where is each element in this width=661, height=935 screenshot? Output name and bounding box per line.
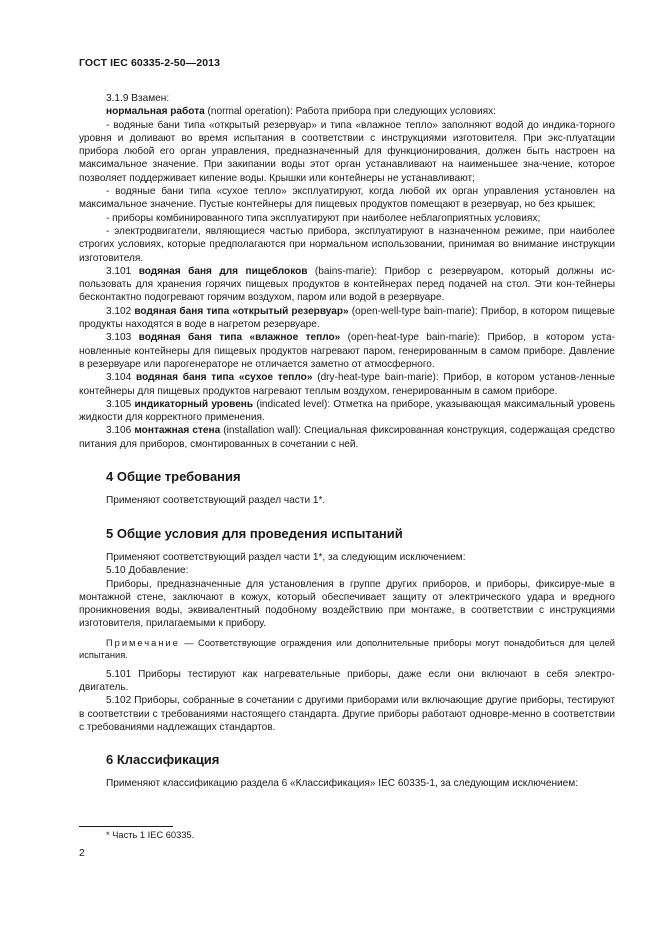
section-heading-5: 5 Общие условия для проведения испытаний xyxy=(106,525,403,541)
list-item: - водяные бани типа «сухое тепло» эксплуатируют, когда любой их орган управления установлен на максимальное значение. Пустые контейнеры для пищевых продуктов помещают в резервуар, но без крышек; xyxy=(79,186,615,211)
definition-text: (indicated level): Отметка на приборе, указывающая максимальный уровень жидкости для корректного применения. xyxy=(79,398,616,424)
definition-3-103 xyxy=(79,331,615,371)
clause-number: 3.105 xyxy=(106,398,135,410)
clause-5-10: 5.10 Добавление: xyxy=(106,565,189,577)
section-6-body: Применяют классификацию раздела 6 «Классификация» IEC 60335-1, за следующим исключением: xyxy=(106,778,579,790)
definition-3-104 xyxy=(79,371,615,398)
term: водяная баня типа «влажное тепло» xyxy=(138,332,341,344)
definition-3-105 xyxy=(79,398,615,425)
note xyxy=(79,637,615,662)
term: индикаторный уровень xyxy=(134,398,254,410)
term: водяная баня для пищеблоков xyxy=(138,265,308,277)
term: водяная баня типа «сухое тепло» xyxy=(136,372,313,384)
definition-3-106 xyxy=(79,424,615,451)
clause-5-102: 5.102 Приборы, собранные в сочетании с другими приборами или включающие другие приборы, тестируют в соответствии с требованиями настоящего стандарта. Другие приборы работают одновре-менно в соответствии с требованиями надлежащих стандартов. xyxy=(79,695,615,733)
footnote-divider xyxy=(79,826,173,827)
note-text: — Соответствующие ограждения или дополнительные приборы могут понадобиться для целей испытания. xyxy=(79,637,615,661)
page-number: 2 xyxy=(79,847,85,859)
section-4-body: Применяют соответствующий раздел части 1*. xyxy=(106,495,326,507)
clause-5-101: 5.101 Приборы тестируют как нагревательные приборы, даже если они включают в себя электро-двигатель. xyxy=(79,668,615,693)
definition-text: (dry-heat-type bain-marie): Прибор, в котором установ-ленные контейнеры для пищевых продуктов нагревают теплым воздухом, генерированным в самом приборе. xyxy=(79,372,615,397)
definition-normal-operation xyxy=(79,105,615,118)
clause-number: 3.101 xyxy=(106,265,139,277)
definition-3-102 xyxy=(79,305,615,332)
definition-text: (open-well-type bain-marie): Прибор, в котором пищевые продукты находятся в воде в нагретом резервуаре. xyxy=(79,305,615,331)
clause-number: 3.106 xyxy=(106,425,135,437)
section-5-intro: Применяют соответствующий раздел части 1*, за следующим исключением: xyxy=(106,551,466,563)
page-header: ГОСТ IEC 60335-2-50—2013 xyxy=(79,57,221,69)
clause-number: 3.104 xyxy=(106,372,136,384)
clause-5-10-body: Приборы, предназначенные для установления в группе других приборов, и приборы, фиксируе-мые в монтажной стене, заключают в кожух, который обеспечивает защиту от электрического удара и вредного проникновения воды, эквивалентный подобному воздействию при монтаже, в соответствии с инструкциями изготовителя, прилагаемыми к прибору. xyxy=(79,578,615,630)
clause-number: 3.103 xyxy=(106,332,139,344)
section-heading-6: 6 Классификация xyxy=(106,752,220,768)
definition-text: (bains-marie): Прибор с резервуаром, который должны ис-пользовать для хранения горячих пищевых продуктов в контейнерах перед подачей на стол. Эти кон-тейнеры бесконтактно подогревают горячим воздухом, паром или водой в резервуаре. xyxy=(79,265,615,304)
definition-text: (installation wall): Специальная фиксированная конструкция, содержащая средство питания для приборов, смонтированных в сочетании с ней. xyxy=(79,425,615,450)
document-body xyxy=(79,92,615,791)
list-item: - электродвигатели, являющиеся частью прибора, эксплуатируют в назначенном режиме, при наиболее строгих условиях, которые предполагаются при нормальном использовании, принимая во внимание инструкции изготовителя. xyxy=(79,225,615,264)
definition-text: (open-heat-type bain-marie): Прибор, в котором уста-новленные контейнеры для пищевых продуктов нагревают паром, генерированным в самом приборе. Давление в резервуаре или парогенераторе не отличается заметно от атмосферного. xyxy=(79,332,615,370)
footnote: * Часть 1 IEC 60335. xyxy=(106,830,195,840)
term: водяная баня типа «открытый резервуар» xyxy=(134,305,349,317)
clause-number: 3.102 xyxy=(106,305,135,317)
term: нормальная работа xyxy=(106,106,205,118)
term: монтажная стена xyxy=(134,425,221,437)
list-item: - приборы комбинированного типа эксплуатируют при наиболее неблагоприятных условиях; xyxy=(106,212,541,224)
definition-text: (normal operation): Работа прибора при следующих условиях: xyxy=(204,106,496,118)
note-label: Примечание xyxy=(106,637,180,648)
section-heading-4: 4 Общие требования xyxy=(106,469,241,485)
clause-3-1-9: 3.1.9 Взамен: xyxy=(106,93,170,104)
definition-3-101 xyxy=(79,265,615,305)
list-item: - водяные бани типа «открытый резервуар» и типа «влажное тепло» заполняют водой до индика-торного уровня и доливают во время испытания в соответствии с инструкциями изготовителя. При экс-плуатации прибора любой его орган управления, предназначенный для функционирования, должен быть настроен на максимальное значение. При закипании воды этот орган устанавливают на наименьшее зна-чение, которое позволяет поддерживает кипение воды. Крышки или контейнеры не устанавливают; xyxy=(79,119,615,184)
